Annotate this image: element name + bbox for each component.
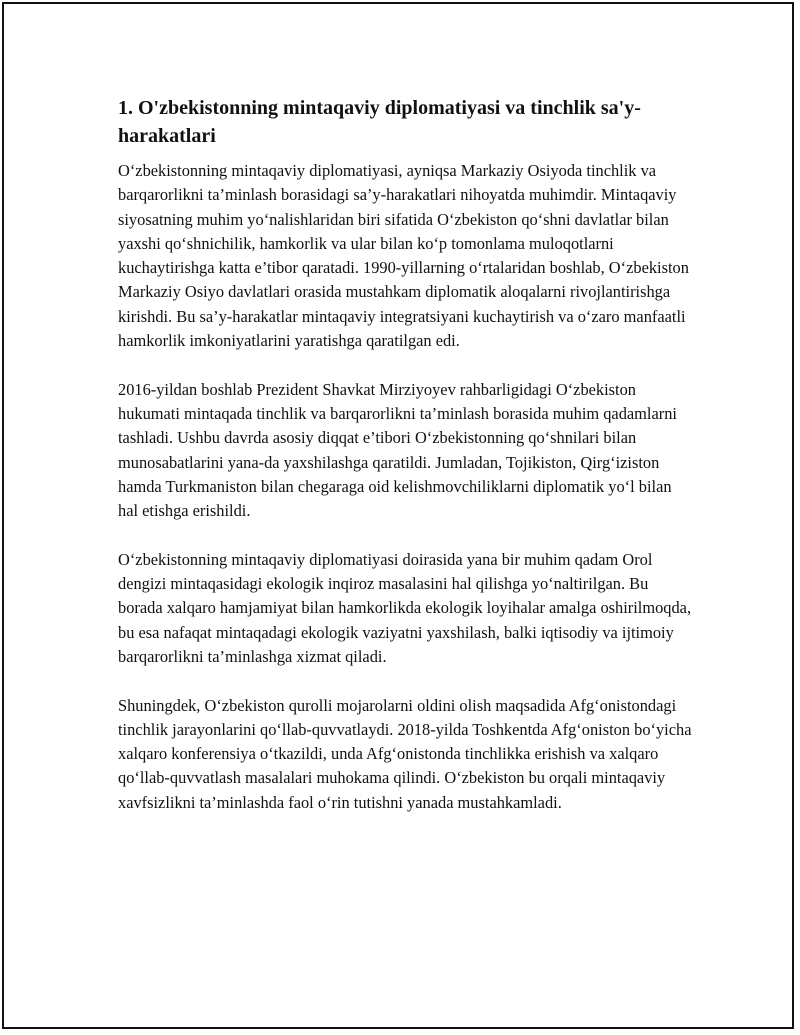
document-body: [118, 94, 692, 839]
section-heading: 1. O'zbekistonning mintaqaviy diplomatiyasi va tinchlik sa'y-harakatlari: [118, 97, 641, 147]
paragraph-afghanistan: Shuningdek, O‘zbekiston qurolli mojarolarni oldini olish maqsadida Afg‘onistondagi tinchlik jarayonlarini qo‘llab-quvvatlaydi. 2018-yilda Toshkentda Afg‘oniston bo‘yicha xalqaro konferensiya o‘tkazildi, unda Afg‘onistonda tinchlikka erishish va xalqaro qo‘llab-quvvatlash masalalari muhokama qilindi. O‘zbekiston bu orqali mintaqaviy xavfsizlikni ta’minlashda faol o‘rin tutishni yanada mustahkamladi.: [118, 695, 692, 812]
paragraph-aral-sea: O‘zbekistonning mintaqaviy diplomatiyasi doirasida yana bir muhim qadam Orol dengizi mintaqasidagi ekologik inqiroz masalasini hal qilishga yo‘naltirilgan. Bu borada xalqaro hamjamiyat bilan hamkorlikda ekologik loyihalar amalga oshirilmoqda, bu esa nafaqat mintaqadagi ekologik vaziyatni yaxshilash, balki iqtisodiy va ijtimoiy barqarorlikni ta’minlashga xizmat qiladi.: [118, 549, 692, 666]
paragraph-regional-diplomacy: O‘zbekistonning mintaqaviy diplomatiyasi, ayniqsa Markaziy Osiyoda tinchlik va barqarorlikni ta’minlash borasidagi sa’y-harakatlari nihoyatda muhimdir. Mintaqaviy siyosatning muhim yo‘nalishlaridan biri sifatida O‘zbekiston qo‘shni davlatlar bilan yaxshi qo‘shnichilik, hamkorlik va ular bilan ko‘p tomonlama muloqotlarni kuchaytirishga katta e’tibor qaratadi. 1990-yillarning o‘rtalaridan boshlab, O‘zbekiston Markaziy Osiyo davlatlari orasida mustahkam diplomatik aloqalarni rivojlantirishga kirishdi. Bu sa’y-harakatlar mintaqaviy integratsiyani kuchaytirish va o‘zaro manfaatli hamkorlik imkoniyatlarini yaratishga qaratilgan edi.: [118, 161, 689, 351]
paragraph-2016-reforms: 2016-yildan boshlab Prezident Shavkat Mirziyoyev rahbarligidagi O‘zbekiston hukumati mintaqada tinchlik va barqarorlikni ta’minlash borasida muhim qadamlarni tashladi. Ushbu davrda asosiy diqqat e’tibori O‘zbekistonning qo‘shnilari bilan munosabatlarini yana-da yaxshilashga qaratildi. Jumladan, Tojikiston, Qirg‘iziston hamda Turkmaniston bilan chegaraga oid kelishmovchiliklarni diplomatik yo‘l bilan hal etishga erishildi.: [118, 379, 677, 521]
